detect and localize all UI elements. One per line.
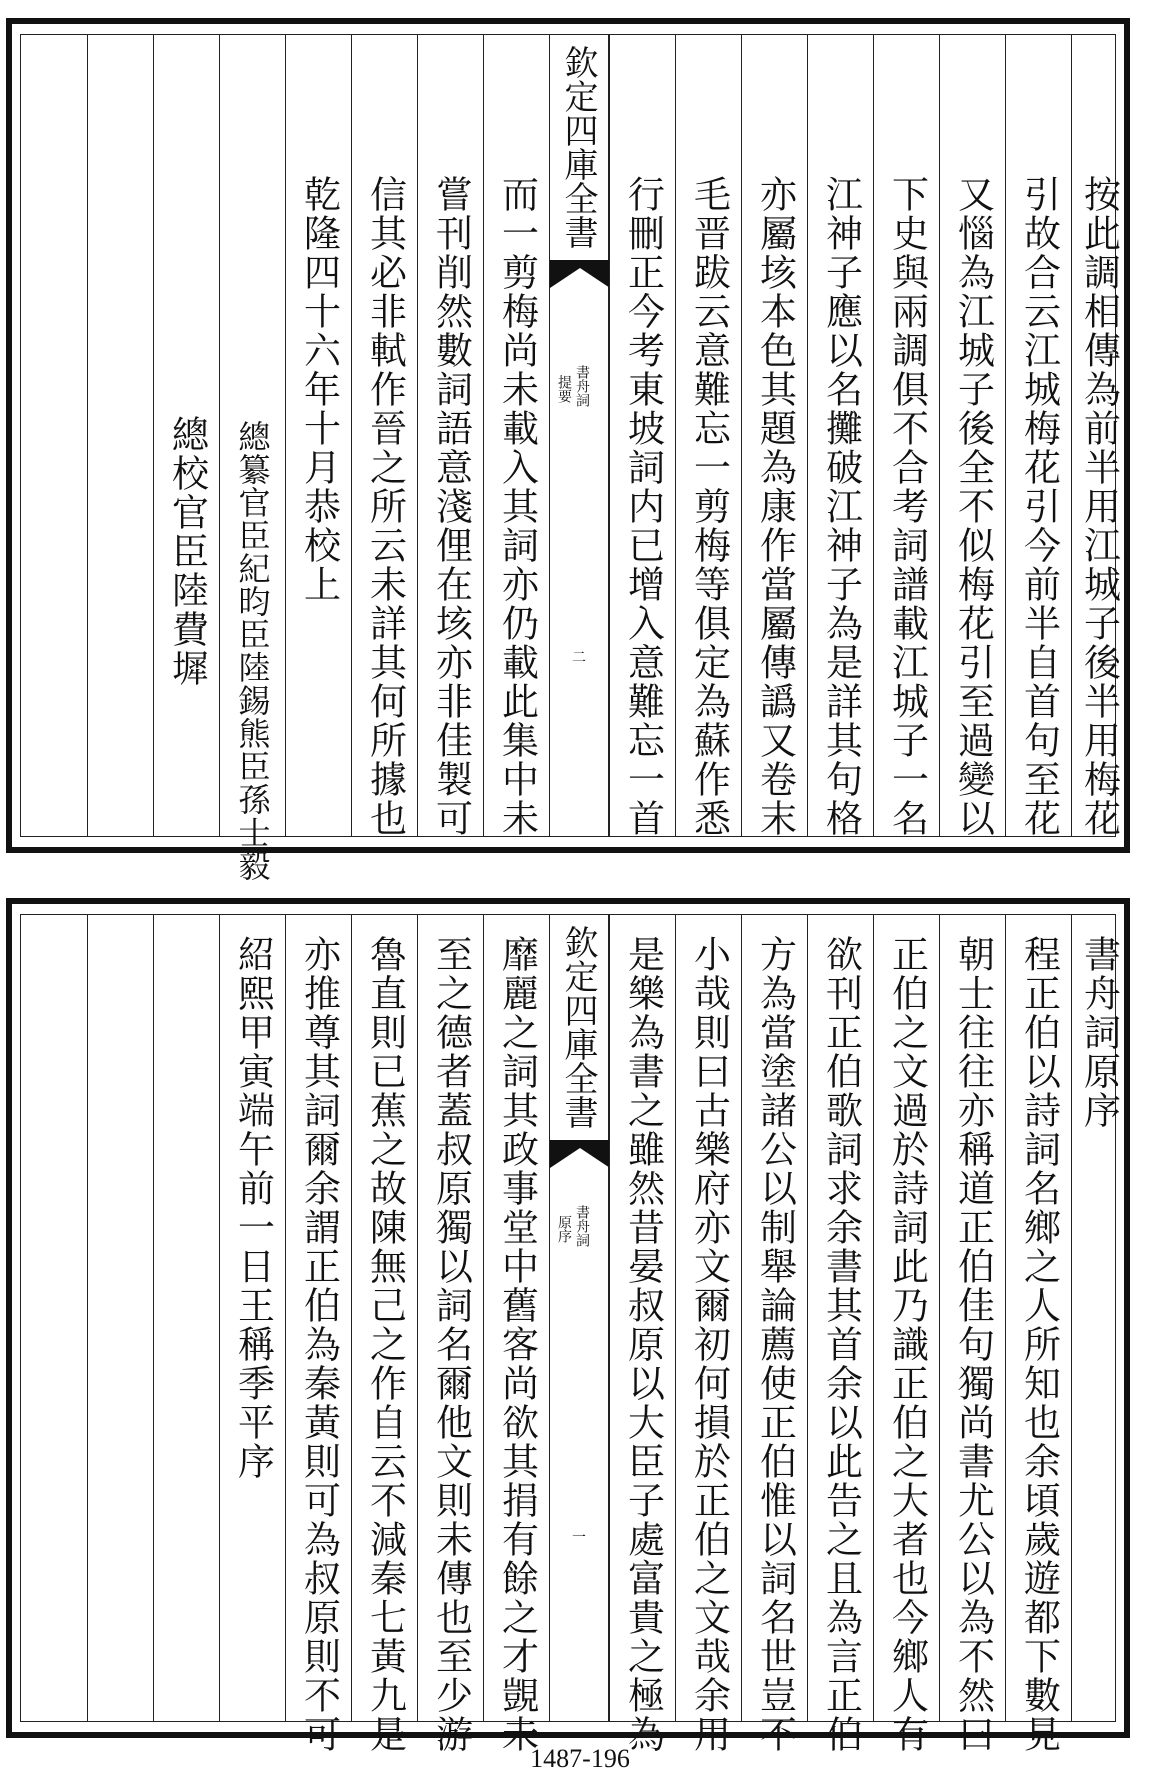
column (483, 35, 549, 836)
text-column: 總纂官臣紀昀臣陸錫熊臣孫士毅 (233, 420, 272, 882)
column (153, 915, 219, 1721)
gutter-caption-section: 提要 (556, 375, 572, 403)
column (351, 915, 417, 1754)
text-column: 行刪正今考東坡詞内已增入意難忘一首 (621, 175, 665, 838)
text-column: 紹熙甲寅端午前一日王稱季平序 (231, 935, 275, 1481)
text-column: 江神子應以名攤破江神子為是詳其句格 (819, 175, 863, 838)
fishtail-mark-icon (550, 260, 610, 296)
bottom-page-frame (20, 914, 1121, 1754)
column (939, 35, 1005, 836)
text-column: 嘗刊削然數詞語意淺俚在垓亦非佳製可 (429, 175, 473, 838)
column (219, 915, 285, 1721)
column (21, 35, 87, 836)
gutter-caption-section: 原序 (556, 1215, 572, 1243)
top-page-panel (6, 18, 1130, 882)
column (807, 915, 873, 1754)
section-title: 書舟詞原序 (1077, 935, 1121, 1130)
text-column: 靡麗之詞其政事堂中舊客尚欲其捐有餘之才覬未 (495, 935, 539, 1754)
column (1005, 35, 1071, 836)
column (417, 35, 483, 836)
gutter-caption-book: 書舟詞 (574, 365, 590, 407)
column (675, 35, 741, 836)
column (1005, 915, 1071, 1754)
column (87, 915, 153, 1721)
page-number: 1487-196 (530, 1744, 630, 1773)
text-column: 程正伯以詩詞名鄉之人所知也余頃歲遊都下數見 (1017, 935, 1061, 1754)
text-column: 乾隆四十六年十月恭校上 (297, 175, 341, 604)
top-page-frame (20, 34, 1121, 882)
column (483, 915, 549, 1754)
text-column: 亦推尊其詞爾余謂正伯為秦黃則可為叔原則不可 (297, 935, 341, 1754)
text-column: 總校官臣陸費墀 (165, 415, 209, 688)
column (609, 35, 675, 836)
column (21, 915, 87, 1721)
text-column: 正伯之文過於詩詞此乃識正伯之大者也今鄉人有 (885, 935, 929, 1754)
text-column: 亦屬垓本色其題為康作當屬傳譌又卷末 (753, 175, 797, 838)
text-column: 至之德者蓋叔原獨以詞名爾他文則未傳也至少游 (429, 935, 473, 1754)
column (1071, 915, 1125, 1721)
gutter-title: 欽定四庫全書 (558, 925, 598, 1129)
text-column: 而一剪梅尚未載入其詞亦仍載此集中未 (495, 175, 539, 838)
text-column: 方為當塗諸公以制舉論薦使正伯惟以詞名世豈不 (753, 935, 797, 1754)
fishtail-mark-icon (550, 1140, 610, 1176)
text-column: 按此調相傳為前半用江城子後半用梅花 (1077, 175, 1121, 838)
gutter-folio: 二 (572, 650, 586, 666)
column (417, 915, 483, 1754)
column (873, 915, 939, 1754)
text-column: 毛晋跋云意難忘一剪梅等俱定為蘇作悉 (687, 175, 731, 838)
center-gutter (549, 35, 609, 836)
bottom-page-panel (6, 898, 1130, 1754)
column (87, 35, 153, 836)
column (351, 35, 417, 836)
column (153, 35, 219, 836)
text-column: 欲刊正伯歌詞求余書其首余以此告之且為言正伯 (819, 935, 863, 1754)
gutter-caption-book: 書舟詞 (574, 1205, 590, 1247)
column (939, 915, 1005, 1754)
column (741, 915, 807, 1754)
gutter-folio: 一 (572, 1530, 586, 1546)
column (285, 35, 351, 836)
text-column: 引故合云江城梅花引今前半自首句至花 (1017, 175, 1061, 838)
center-gutter (549, 915, 609, 1721)
column (741, 35, 807, 836)
column (873, 35, 939, 836)
column (219, 35, 285, 882)
text-column: 下史與兩調俱不合考詞譜載江城子一名 (885, 175, 929, 838)
text-column: 魯直則已蕉之故陳無己之作自云不減秦七黃九是 (363, 935, 407, 1754)
column (1071, 35, 1125, 836)
column (675, 915, 741, 1754)
text-column: 是樂為書之雖然昔晏叔原以大臣子處富貴之極為 (621, 935, 665, 1754)
column (609, 915, 675, 1754)
text-column: 朝士往往亦稱道正伯佳句獨尚書尤公以為不然曰 (951, 935, 995, 1754)
gutter-title: 欽定四庫全書 (558, 45, 598, 249)
text-column: 信其必非軾作晉之所云未詳其何所據也 (363, 175, 407, 838)
column (807, 35, 873, 836)
column (285, 915, 351, 1754)
text-column: 小哉則曰古樂府亦文爾初何損於正伯之文哉余用 (687, 935, 731, 1754)
text-column: 又惱為江城子後全不似梅花引至過變以 (951, 175, 995, 838)
